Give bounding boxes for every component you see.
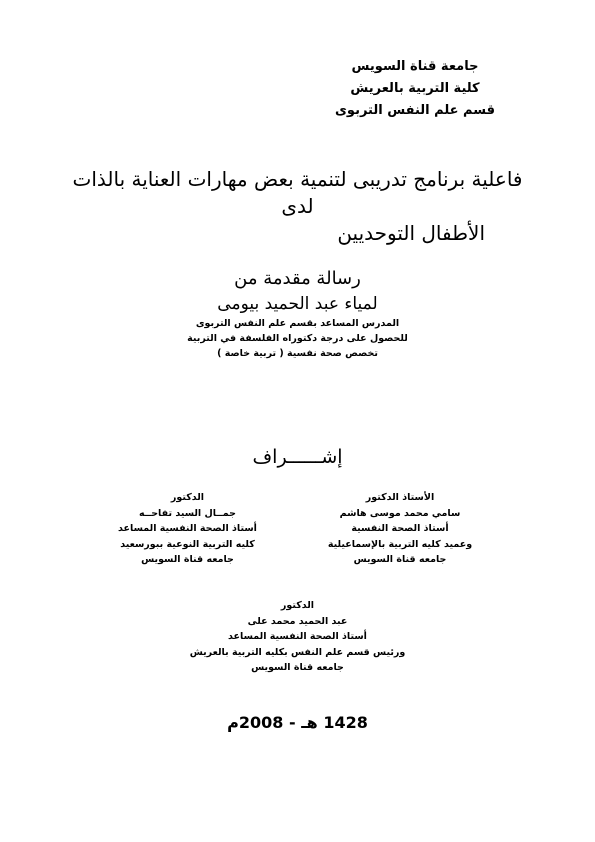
university-name: جامعة قناة السويس [351, 59, 479, 74]
supervisor-center [150, 598, 445, 676]
supervisor-role: أستاذ الصحة النفسية [351, 523, 449, 534]
supervisor-name: جمــال السيد تفاحــه [138, 507, 237, 519]
header-block [305, 56, 525, 122]
supervision-heading: إشــــــراف [252, 446, 343, 468]
supervisor-name: عبد الحميد محمد على [247, 615, 348, 627]
author-block [100, 266, 495, 361]
date-line: 1428 هـ - 2008م [227, 713, 368, 732]
supervisor-affiliation: وعميد كليه التربية بالإسماعيلية [327, 538, 473, 550]
supervisor-name: سامي محمد موسى هاشم [339, 507, 461, 519]
supervisor-role: أستاذ الصحة النفسية المساعد [228, 631, 367, 642]
supervisor-title: الدكتور [280, 600, 315, 611]
supervisor-role: أستاذ الصحة النفسية المساعد [118, 523, 257, 534]
thesis-title [60, 166, 535, 247]
author-position: المدرس المساعد بقسم علم النفس التربوى [195, 318, 400, 329]
faculty-name: كلية التربية بالعريش [350, 81, 480, 96]
author-degree: للحصول على درجة دكتوراه الفلسفة في التربية [187, 333, 408, 344]
supervisor-university: جامعه قناة السويس [141, 554, 234, 565]
supervisor-university: جامعه قناة السويس [251, 662, 344, 673]
thesis-title-line-2: الأطفال التوحديين [337, 221, 485, 245]
supervisor-right [300, 490, 500, 568]
author-specialization: تخصص صحة نفسية ( تربية خاصة ) [217, 348, 378, 359]
thesis-title-line-1: فاعلية برنامج تدريبى لتنمية بعض مهارات العناية بالذات لدى [72, 167, 523, 218]
supervisor-title: الدكتور [170, 492, 205, 503]
author-name: لمياء عبد الحميد بيومى [217, 294, 378, 314]
presented-by-label: رسالة مقدمة من [234, 268, 361, 289]
department-name: قسم علم النفس التربوى [335, 103, 495, 118]
supervisor-left [95, 490, 280, 568]
supervisor-title: الأستاذ الدكتور [365, 492, 435, 503]
supervisor-university: جامعه قناة السويس [353, 554, 447, 565]
supervisor-affiliation: ورئيس قسم علم النفس بكليه التربية بالعريش [189, 646, 406, 658]
supervisor-affiliation: كليه التربية النوعية ببورسعيد [120, 538, 255, 550]
